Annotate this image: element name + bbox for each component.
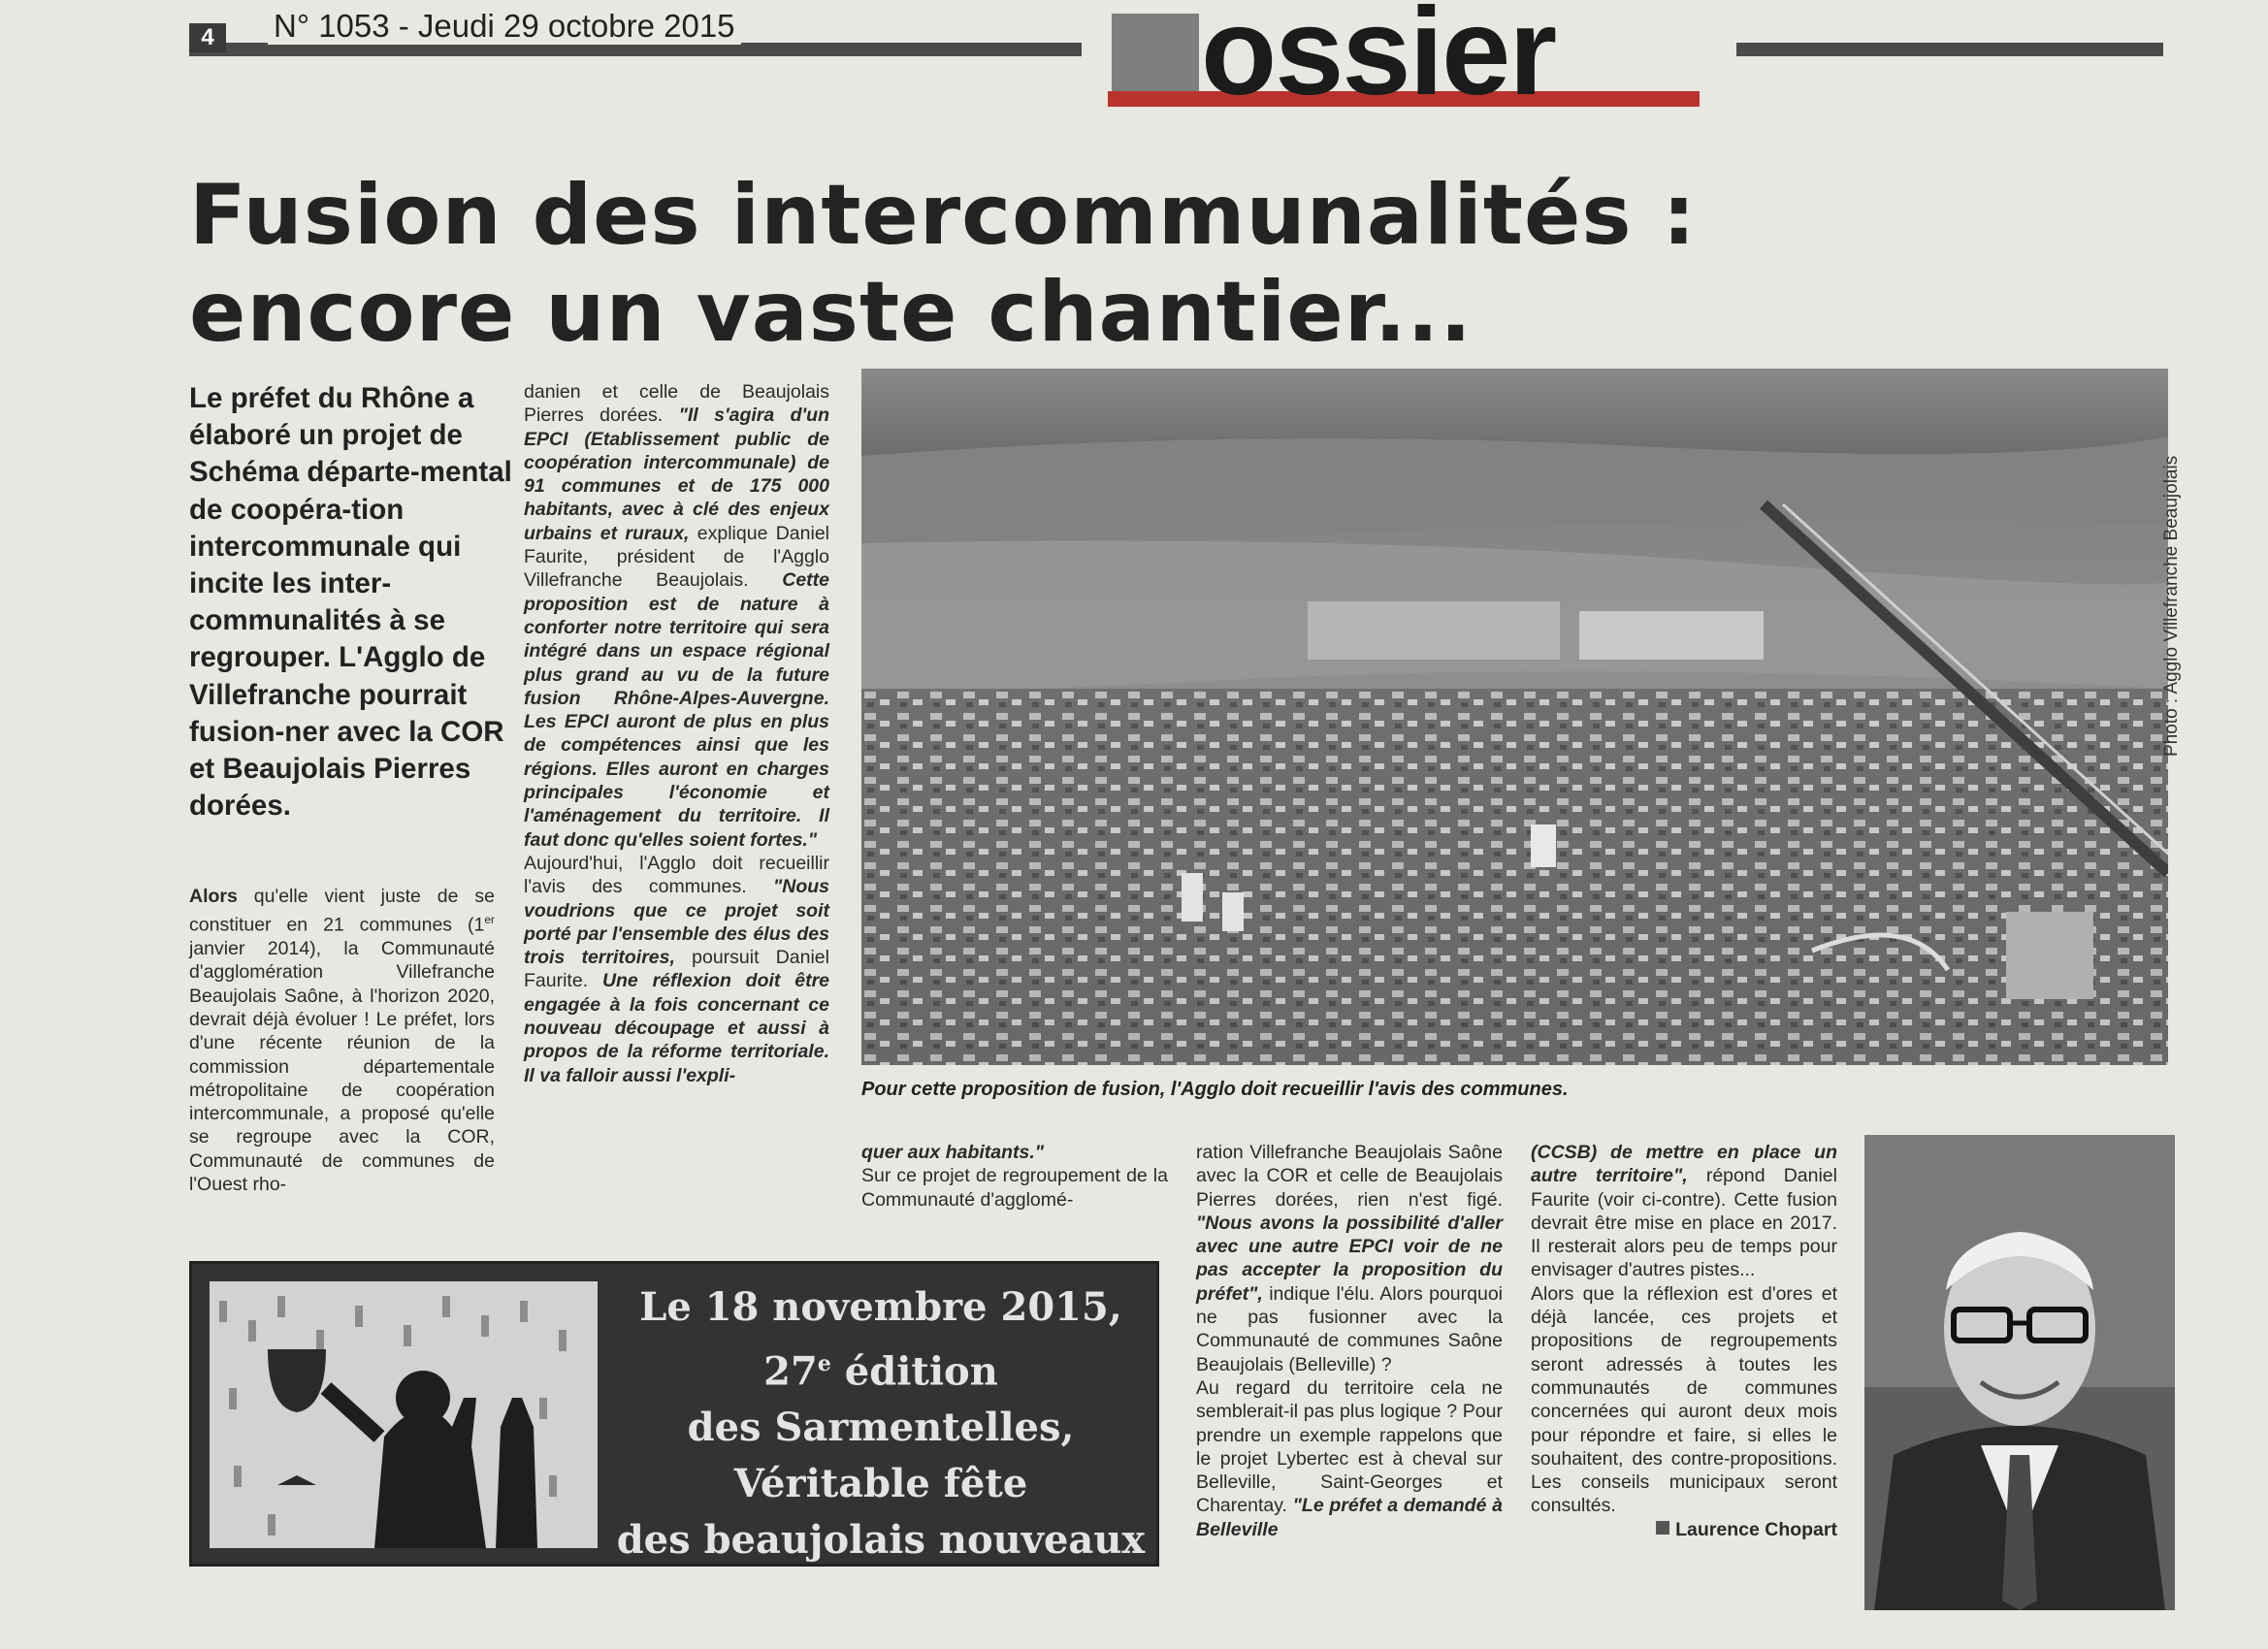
col1-sup: er <box>484 913 495 927</box>
col2-p2-attrib: poursuit Daniel Faurite. <box>524 947 829 992</box>
headline-line-1: Fusion des intercommunalités : <box>189 167 1697 264</box>
section-title <box>1201 0 1556 121</box>
column-5 <box>1531 1141 1837 1541</box>
issue-line: N° 1053 - Jeudi 29 octobre 2015 <box>268 8 741 45</box>
page-number: 4 <box>189 23 226 52</box>
col4-quote2: "Le préfet a demandé à Belleville <box>1196 1495 1503 1540</box>
col2-p1-plain: danien et celle de Beaujolais Pierres dorées. <box>524 381 829 427</box>
column-4 <box>1196 1141 1503 1541</box>
section-initial-block <box>1112 14 1199 103</box>
ad-text <box>609 1279 1152 1568</box>
col1-lead-in: Alors <box>189 886 238 907</box>
col4-text-c: Au regard du territoire cela ne semblerait-il pas plus logique ? Pour prendre un exemple rappelons que le projet Lybertec est à cheval sur Belleville, Saint-Georges et Charentay. <box>1196 1376 1503 1517</box>
portrait-illustration <box>1864 1135 2175 1610</box>
col2-p2-quote2: Une réflexion doit être engagée à la fois concernant ce nouveau découpage et aussi à propos de la réforme territoriale. Il va falloir aussi l'expli- <box>524 970 830 1086</box>
column-3 <box>861 1141 1168 1212</box>
author-name: Laurence Chopart <box>1675 1518 1837 1540</box>
event-advertisement <box>189 1261 1159 1567</box>
column-2 <box>524 380 829 1087</box>
col4-quote: "Nous avons la possibilité d'aller avec une autre EPCI voir de ne pas accepter la proposition du préfet", <box>1196 1212 1503 1305</box>
headline <box>189 167 1761 361</box>
photo-credit: Photo : Agglo Villefranche Beaujolais <box>2161 455 2182 757</box>
col4-text-a: ration Villefranche Beaujolais Saône avec la COR et celle de Beaujolais Pierres dorées, rien n'est figé. <box>1196 1142 1503 1211</box>
col5-text-a: répond Daniel Faurite (voir ci-contre). Cette fusion devrait être mise en place en 2017. Il resterait alors peu de temps pour envisager d'autres pistes... <box>1531 1165 1837 1281</box>
ad-edition-sup: e <box>817 1351 831 1376</box>
aerial-photo <box>861 369 2168 1065</box>
wine-celebration-illustration <box>210 1281 598 1548</box>
col2-p1-quote: "Il s'agira d'un EPCI (Etablissement public de coopération intercommunale) de 91 communes et de 175 000 habitants, avec à clé des enjeux urbains et ruraux, <box>524 404 829 544</box>
col1-text-b: janvier 2014), la Communauté d'agglomération Villefranche Beaujolais Saône, à l'horizon 2020, devrait déjà évoluer ! Le préfet, lors d'une récente réunion de la commission départementale métropolitaine de coopération intercommunale, a proposé qu'elle se regroupe avec la COR, Communauté de communes de l'Ouest rho- <box>189 938 495 1196</box>
portrait-photo <box>1864 1135 2175 1610</box>
col2-p1-attrib: explique Daniel Faurite, président de l'Agglo Villefranche Beaujolais. <box>524 522 829 592</box>
col3-quote: quer aux habitants." <box>861 1142 1045 1163</box>
col5-quote: (CCSB) de mettre en place un autre territoire", <box>1531 1142 1837 1187</box>
col3-text: Sur ce projet de regroupement de la Communauté d'agglomé- <box>861 1165 1168 1211</box>
col5-text-b: Alors que la réflexion est d'ores et déjà lancée, ces projets et propositions de regroupements seront adressés à toutes les communautés de communes concernées qui auront deux mois pour répondre et faire, si elles le souhaitent, des contre-propositions. Les conseils municipaux seront consultés. <box>1531 1282 1837 1517</box>
ad-edition-word: édition <box>830 1348 998 1395</box>
col4-text-b: indique l'élu. Alors pourquoi ne pas fusionner avec la Communauté de communes Saône Beaujolais (Belleville) ? <box>1196 1282 1503 1375</box>
ad-date-line: Le 18 novembre 2015, <box>639 1284 1122 1330</box>
ad-edition-number: 27 <box>763 1348 818 1395</box>
photo-caption: Pour cette proposition de fusion, l'Agglo doit recueillir l'avis des communes. <box>861 1079 1569 1100</box>
column-1 <box>189 885 495 1196</box>
col2-p2-plain: Aujourd'hui, l'Agglo doit recueillir l'avis des communes. <box>524 852 829 898</box>
lead-paragraph: Le préfet du Rhône a élaboré un projet de Schéma départe-mental de coopéra-tion intercommunale qui incite les inter-communalités à se regrouper. L'Agglo de Villefranche pourrait fusion-ner avec la COR et Beaujolais Pierres dorées. <box>189 382 512 823</box>
ad-artwork <box>210 1281 598 1548</box>
aerial-photo-illustration <box>861 369 2168 1065</box>
headline-line-2: encore un vaste chantier... <box>189 264 1473 361</box>
header-rule-left <box>189 43 1082 56</box>
byline <box>1531 1518 1837 1541</box>
ad-tagline-2: des beaujolais nouveaux <box>616 1517 1146 1564</box>
header-rule-right <box>1736 43 2163 56</box>
ad-tagline-1: Véritable fête <box>733 1461 1028 1507</box>
section-title-text: ossier <box>1201 0 1556 121</box>
col2-p1-quote2: Cette proposition est de nature à conforter notre territoire qui sera intégré dans un espace régional plus grand au vu de la future fusion Rhône-Alpes-Auvergne. Les EPCI auront de plus en plus de compétences ainsi que les régions. Elles auront en charges principales l'économie et l'aménagement du territoire. Il faut donc qu'elles soient fortes." <box>524 569 829 851</box>
ad-edition-line <box>609 1336 1152 1400</box>
col1-text-a: qu'elle vient juste de se constituer en 21 communes (1 <box>189 886 495 936</box>
col2-p2-quote: "Nous voudrions que ce projet soit porté par l'ensemble des élus des trois territoires, <box>524 876 829 969</box>
ad-event-name: des Sarmentelles, <box>687 1405 1075 1451</box>
byline-square-icon <box>1656 1521 1669 1535</box>
